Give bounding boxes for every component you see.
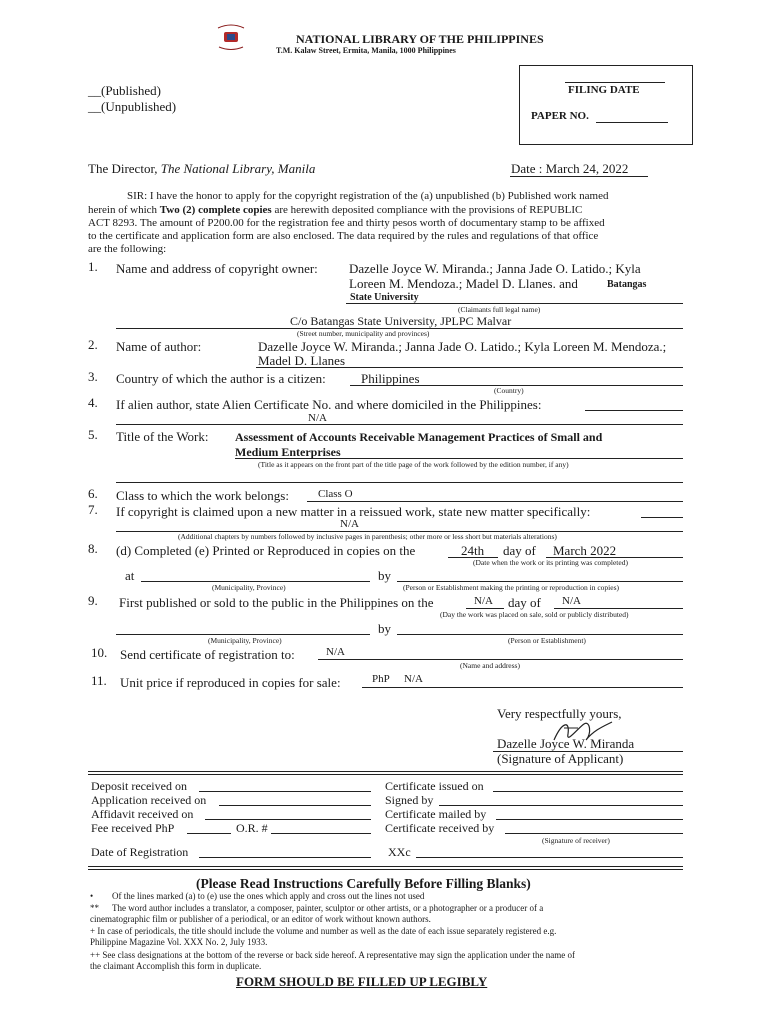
at-caption: (Municipality, Province) — [212, 583, 286, 592]
note-2-line-1: The word author includes a translator, a composer, painter, sculptor or other artists, or a photographer or a producer of a — [112, 903, 544, 913]
published-day-of: day of — [508, 595, 541, 610]
unpublished-option[interactable]: __(Unpublished) — [88, 99, 177, 114]
item-11-label: Unit price if reproduced in copies for sale: — [120, 675, 341, 690]
by-label-8: by — [378, 568, 391, 583]
item-8-number: 8. — [88, 541, 98, 556]
paper-no-label: PAPER NO. — [531, 110, 589, 122]
application-received-label: Application received on — [91, 793, 207, 807]
completed-day[interactable]: 24th — [461, 543, 485, 558]
claimant-caption: (Claimants full legal name) — [458, 305, 541, 314]
note-3-line-2: Philippine Magazine Vol. XXX No. 2, July 1933. — [90, 937, 268, 947]
item-7-number: 7. — [88, 502, 98, 517]
certificate-received-label: Certificate received by — [385, 821, 495, 835]
address-caption: (Street number, municipality and provinces) — [297, 329, 430, 338]
form-footer: FORM SHOULD BE FILLED UP LEGIBLY — [236, 974, 488, 989]
date-registration-label: Date of Registration — [91, 845, 189, 859]
item-5-number: 5. — [88, 427, 98, 442]
owner-value-line-3[interactable]: State University — [350, 292, 419, 303]
item-2-label: Name of author: — [116, 339, 202, 354]
item-10-number: 10. — [91, 645, 108, 660]
completed-month[interactable]: March 2022 — [553, 543, 617, 558]
published-option[interactable]: __(Published) — [88, 83, 161, 98]
by-caption-9: (Person or Establishment) — [508, 636, 586, 645]
instructions-title: (Please Read Instructions Carefully Before Filling Blanks) — [196, 876, 531, 891]
note-bullet-2: ** — [90, 903, 99, 913]
by-caption-8: (Person or Establishment making the printing or reproduction in copies) — [403, 583, 619, 592]
item-3-label: Country of which the author is a citizen: — [116, 371, 326, 386]
certificate-mailed-label: Certificate mailed by — [385, 807, 487, 821]
xxc-field[interactable] — [416, 857, 683, 858]
send-to-caption: (Name and address) — [460, 661, 520, 670]
receiver-caption: (Signature of receiver) — [542, 836, 610, 845]
signed-by-label: Signed by — [385, 793, 434, 807]
title-value-line-2[interactable]: Medium Enterprises — [235, 445, 341, 459]
item-2-number: 2. — [88, 337, 98, 352]
note-2-line-2: cinematographic film or publisher of a periodical, or an editor of work without known authors. — [90, 914, 431, 924]
affidavit-received-label: Affidavit received on — [91, 807, 194, 821]
fee-received-label: Fee received PhP — [91, 821, 175, 835]
published-month[interactable]: N/A — [562, 595, 581, 607]
by-field-8[interactable] — [397, 581, 683, 582]
item-8-label: (d) Completed (e) Printed or Reproduced in copies on the — [116, 543, 416, 558]
unit-price-value[interactable]: N/A — [404, 673, 423, 685]
note-3-line-1: + In case of periodicals, the title should include the volume and number as well as the date of each issue separately registered e.g. — [90, 926, 557, 936]
title-caption: (Title as it appears on the front part of the title page of the work followed by the edition number, if any) — [258, 460, 569, 469]
director-salutation: The Director, The National Library, Manila — [88, 161, 316, 176]
new-matter-caption: (Additional chapters by numbers followed by inclusive pages in parenthesis; other more or less short but materials alterations) — [178, 532, 557, 541]
or-number-field[interactable] — [271, 833, 371, 834]
new-matter-value[interactable]: N/A — [340, 518, 359, 530]
published-at-field[interactable] — [116, 634, 370, 635]
xxc-label: XXc — [388, 845, 411, 859]
application-received-field[interactable] — [219, 805, 371, 806]
published-caption: (Day the work was placed on sale, sold or publicly distributed) — [440, 610, 629, 619]
intro-line-2: herein of which Two (2) complete copies are herewith deposited compliance with the provisions of REPUBLIC — [88, 204, 583, 216]
at-label: at — [125, 568, 135, 583]
item-5-label: Title of the Work: — [116, 429, 209, 444]
date-line: Date : March 24, 2022 — [511, 161, 629, 176]
signer-name: Dazelle Joyce W. Miranda — [497, 736, 635, 751]
intro-line-5: are the following: — [88, 243, 167, 255]
note-bullet-1: • — [90, 891, 94, 901]
date-registration-field[interactable] — [199, 857, 371, 858]
item-4-number: 4. — [88, 395, 98, 410]
item-11-number: 11. — [91, 673, 107, 688]
owner-value-line-2[interactable]: Loreen M. Mendoza.; Madel D. Llanes. and — [349, 276, 578, 291]
or-number-label: O.R. # — [236, 821, 268, 835]
item-9-number: 9. — [88, 593, 98, 608]
by-label-9: by — [378, 621, 391, 636]
alien-value[interactable]: N/A — [308, 412, 327, 424]
published-at-caption: (Municipality, Province) — [208, 636, 282, 645]
intro-line-1: SIR: I have the honor to apply for the copyright registration of the (a) unpublished (b) Published work named — [127, 190, 609, 202]
citizenship-value[interactable]: Philippines — [361, 371, 420, 386]
item-1-number: 1. — [88, 259, 98, 274]
item-6-label: Class to which the work belongs: — [116, 488, 289, 503]
signature-caption: (Signature of Applicant) — [497, 751, 624, 766]
owner-value-line-1[interactable]: Dazelle Joyce W. Miranda.; Janna Jade O. Latido.; Kyla — [349, 261, 641, 276]
owner-value-line-2b[interactable]: Batangas — [607, 279, 647, 290]
affidavit-received-field[interactable] — [205, 819, 371, 820]
item-9-label: First published or sold to the public in the Philippines on the — [119, 595, 434, 610]
owner-address[interactable]: C/o Batangas State University, JPLPC Malvar — [290, 314, 512, 328]
paper-no-field[interactable] — [596, 122, 668, 123]
org-address: T.M. Kalaw Street, Ermita, Manila, 1000 Philippines — [276, 46, 456, 55]
item-7-label: If copyright is claimed upon a new matter in a reissued work, state new matter specifically: — [116, 504, 591, 519]
signed-by-field[interactable] — [439, 805, 683, 806]
closing-text: Very respectfully yours, — [497, 706, 622, 721]
certificate-mailed-field[interactable] — [496, 819, 683, 820]
send-to-value[interactable]: N/A — [326, 646, 345, 658]
item-4-label: If alien author, state Alien Certificate No. and where domiciled in the Philippines: — [116, 397, 542, 412]
country-caption: (Country) — [494, 386, 524, 395]
at-field[interactable] — [141, 581, 370, 582]
office-divider — [88, 771, 683, 775]
published-day[interactable]: N/A — [474, 595, 493, 607]
certificate-issued-field[interactable] — [493, 791, 683, 792]
item-1-label: Name and address of copyright owner: — [116, 261, 318, 276]
library-logo — [214, 20, 248, 54]
item-6-number: 6. — [88, 486, 98, 501]
org-name: NATIONAL LIBRARY OF THE PHILIPPINES — [296, 32, 544, 46]
author-value-line-2[interactable]: Madel D. Llanes — [258, 353, 346, 368]
class-value[interactable]: Class O — [318, 488, 353, 500]
unit-price-currency[interactable]: PhP — [372, 673, 390, 685]
by-field-9[interactable] — [397, 634, 683, 635]
note-4-line-1: ++ See class designations at the bottom of the reverse or back side hereof. A representative may sign the application under the name of — [90, 950, 575, 960]
completed-caption: (Date when the work or its printing was completed) — [473, 558, 628, 567]
certificate-issued-label: Certificate issued on — [385, 779, 484, 793]
deposit-received-field[interactable] — [199, 791, 371, 792]
item-3-number: 3. — [88, 369, 98, 384]
intro-line-3: ACT 8293. The amount of P200.00 for the registration fee and thirty pesos worth of documentary stamp to be affixed — [88, 217, 605, 229]
item-10-label: Send certificate of registration to: — [120, 647, 295, 662]
note-4-line-2: the claimant Accomplish this form in duplicate. — [90, 961, 262, 971]
author-value-line-1[interactable]: Dazelle Joyce W. Miranda.; Janna Jade O. Latido.; Kyla Loreen M. Mendoza.; — [258, 339, 667, 354]
filing-box — [519, 65, 693, 145]
title-value-line-1[interactable]: Assessment of Accounts Receivable Management Practices of Small and — [235, 430, 603, 444]
intro-line-4: to the certificate and application form are also enclosed. The data required by the rules and regulations of that office — [88, 230, 599, 242]
certificate-received-field[interactable] — [505, 833, 683, 834]
filing-date-label: FILING DATE — [568, 84, 640, 96]
note-1: Of the lines marked (a) to (e) use the ones which apply and cross out the lines not used — [112, 891, 425, 901]
instructions-divider — [88, 866, 683, 870]
deposit-received-label: Deposit received on — [91, 779, 187, 793]
completed-day-of: day of — [503, 543, 536, 558]
fee-received-field[interactable] — [187, 833, 231, 834]
